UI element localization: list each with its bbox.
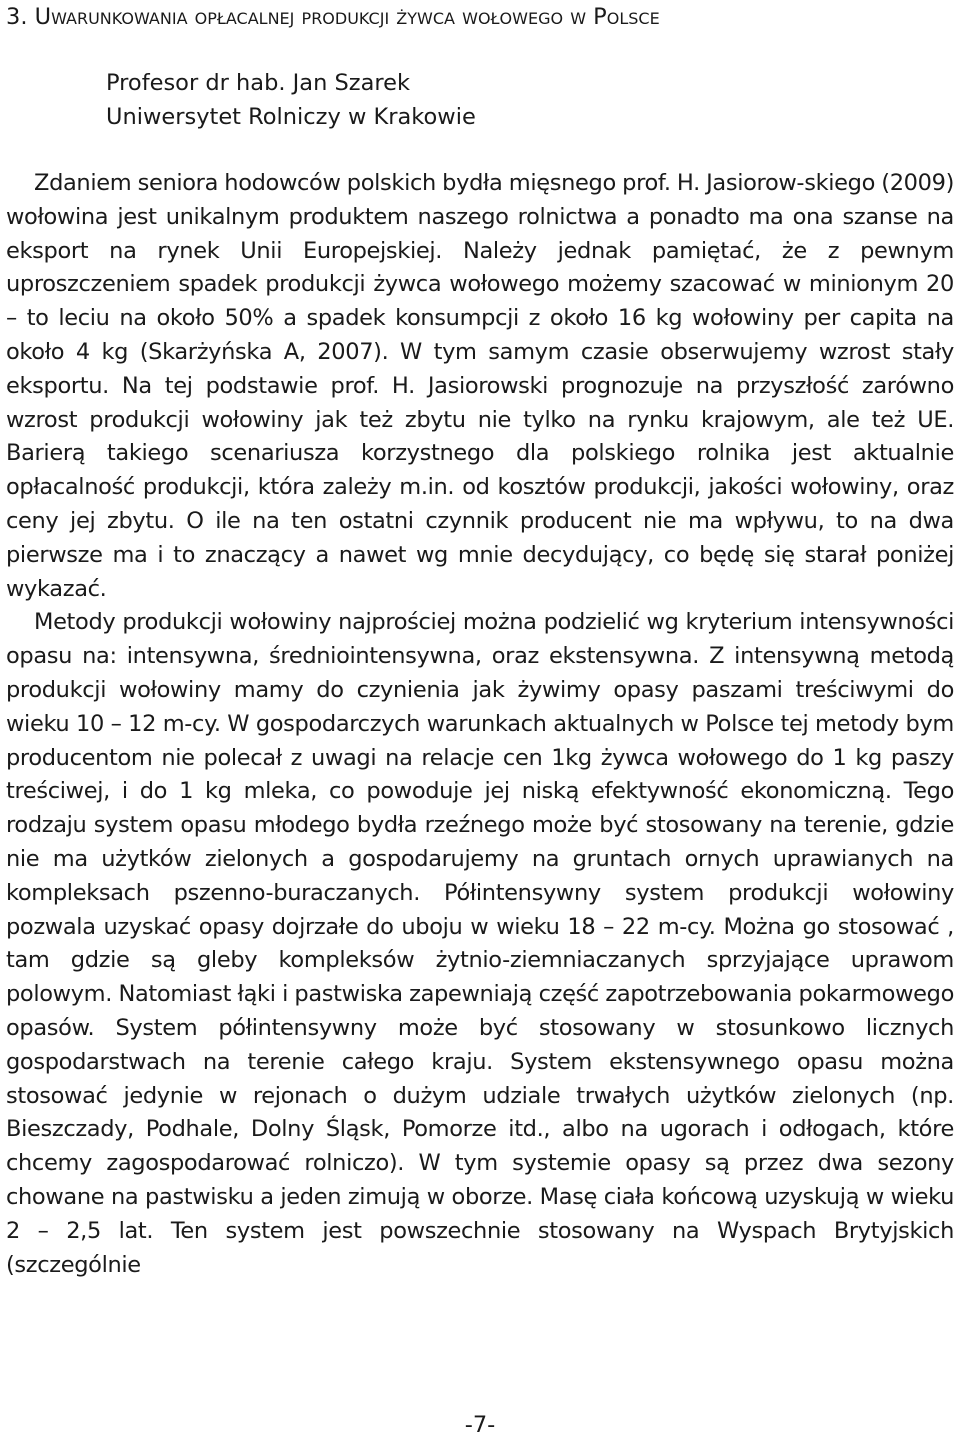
author-affiliation: Uniwersytet Rolniczy w Krakowie [106,104,476,130]
body-text [6,167,954,1282]
paragraph: Metody produkcji wołowiny najprościej można podzielić wg kryterium intensywności opasu na: intensywna, średniointensywna, oraz ekstensywna. Z intensywną metodą produkcji wołowiny mamy do czynienia jak żywimy opasy paszami treściwymi do wieku 10 – 12 m-cy. W gospodarczych warunkach aktualnych w Polsce tej metody bym producentom nie polecał z uwagi na relacje cen 1kg żywca wołowego do 1 kg paszy treściwej, i do 1 kg mleka, co powoduje jej niską efektywność ekonomiczną. Tego rodzaju system opasu młodego bydła rzeźnego może być stosowany na terenie, gdzie nie ma użytków zielonych a gospodarujemy na gruntach ornych uprawianych na kompleksach pszenno-buraczanych. Półintensywny system produkcji wołowiny pozwala uzyskać opasy dojrzałe do uboju w wieku 18 – 22 m-cy. Można go stosować , tam gdzie są gleby kompleksów żytnio-ziemniaczanych sprzyjające uprawom polowym. Natomiast łąki i pastwiska zapewniają część zapotrzebowania pokarmowego opasów. System półintensywny może być stosowany w stosunkowo licznych gospodarstwach na terenie całego kraju. System ekstensywnego opasu można stosować jedynie w rejonach o dużym udziale trwałych użytków zielonych (np. Bieszczady, Podhale, Dolny Śląsk, Pomorze itd., albo na ugorach i odłogach, które chcemy zagospodarować rolniczo). W tym systemie opasy są przez dwa sezony chowane na pastwisku a jeden zimują w oborze. Masę ciała końcową uzyskują w wieku 2 – 2,5 lat. Ten system jest powszechnie stosowany na Wyspach Brytyjskich (szczególnie [6,609,954,1278]
page-number: -7- [464,1412,496,1438]
chapter-heading: 3. Uwarunkowania opłacalnej produkcji żywca wołowego w Polsce [6,4,660,30]
author-name: Profesor dr hab. Jan Szarek [106,70,411,96]
author-block [106,66,476,134]
paragraph: Zdaniem seniora hodowców polskich bydła mięsnego prof. H. Jasiorow-skiego (2009) wołowina jest unikalnym produktem naszego rolnictwa a ponadto ma ona szanse na eksport na rynek Unii Europejskiej. Należy jednak pamiętać, że z pewnym uproszczeniem spadek produkcji żywca wołowego możemy szacować w minionym 20 – to leciu na około 50% a spadek konsumpcji z około 16 kg wołowiny per capita na około 4 kg (Skarżyńska A, 2007). W tym samym czasie obserwujemy wzrost stały eksportu. Na tej podstawie prof. H. Jasiorowski prognozuje na przyszłość zarówno wzrost produkcji wołowiny jak też zbytu nie tylko na rynku krajowym, ale też UE. Barierą takiego scenariusza korzystnego dla polskiego rolnika jest aktualnie opłacalność produkcji, która zależy m.in. od kosztów produkcji, jakości wołowiny, oraz ceny jej zbytu. O ile na ten ostatni czynnik producent nie ma wpływu, to na dwa pierwsze ma i to znaczący a nawet wg mnie decydujący, co będę się starał poniżej wykazać. [6,170,954,602]
